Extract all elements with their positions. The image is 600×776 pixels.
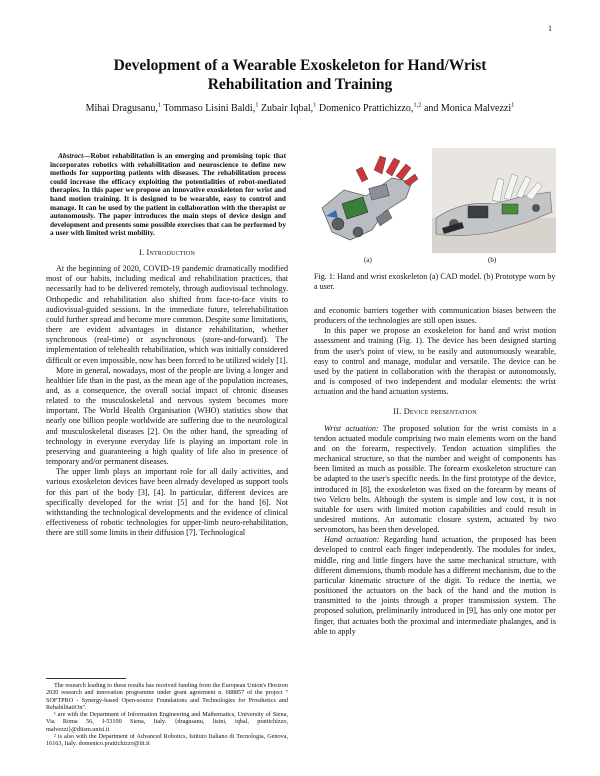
title-line-2: Rehabilitation and Training bbox=[207, 76, 393, 93]
author-3: Zubair Iqbal,$^1$ bbox=[260, 102, 317, 115]
author-1: Mihai Dragusanu,$^1$ bbox=[85, 102, 162, 115]
abstract-label: Abstract bbox=[58, 151, 84, 160]
hand-actuation-paragraph bbox=[314, 535, 556, 637]
abstract bbox=[50, 152, 286, 238]
section-heading-introduction: I. Introduction bbox=[138, 247, 195, 257]
paper-title bbox=[40, 56, 560, 94]
hand-actuation-text: Regarding hand actuation, the proposed has been developed to control each finger independently. The modules for index, middle, ring and little fingers have the same mechanical structure, with different dimensions, thumb module has a different mechanism, due to the particular kinematic structure of the digit. To reduce the inertia, we positioned the actuators on the back of the hand and the motion is transmitted to the joints through a proper transmission system. The proposed solution, preliminarily introduced in [9], has only one motor per finger, that actuates both the proximal and intermediate phalanges, and is able to apply bbox=[314, 535, 556, 636]
intro-paragraph-2: More in general, nowadays, most of the people are living a longer and healthier life than in the past, as the mean age of the population increases, and, as a consequence, the overall social impact of chronic diseases related to the musculoskeletal and nervous system becomes more important. The World Health Organisation (WHO) statistics show that nearly one billion people worldwide are suffering due to the neurological and musculoskeletal diseases [2]. On the other hand, the spreading of technology in everyone everyday life is playing an important role in preserving and guaranteeing a high quality of life also in presence of temporary and/or permanent diseases. bbox=[46, 365, 288, 467]
section-heading-device-presentation: II. Device presentation bbox=[393, 407, 477, 417]
footnote-rule bbox=[46, 678, 126, 679]
footnote-affiliation-2: ² is also with the Department of Advanced Robotics, Istituto Italiano di Tecnologia, Genova, 16163, Italy. domenico.prattichizzo@iit.it bbox=[46, 733, 288, 748]
cad-model-image bbox=[314, 148, 424, 253]
author-5: and Monica Malvezzi$^1$ bbox=[423, 102, 515, 115]
intro-paragraph-3: The upper limb plays an important role for all daily activities, and various exoskeleton devices have been already developed as support tools for this part of the body [3], [4]. In particular, different devices are specifically developed for the wrist [5] and for the hand [6]. Not withstanding the technological developments and the evidence of clinical effectiveness of robotic technologies for upper-limb neuro-rehabilitation, there are still some limits in their diffusion [7]. Technological bbox=[46, 467, 288, 538]
figure-1 bbox=[314, 148, 556, 266]
right-column bbox=[314, 306, 556, 637]
author-4: Domenico Prattichizzo,$^{1,2}$ bbox=[318, 102, 422, 115]
figure-label-a: (a) bbox=[364, 256, 372, 264]
author-2: Tommaso Lisini Baldi,$^1$ bbox=[163, 102, 259, 115]
abstract-text: —Robot rehabilitation is an emerging and promising topic that incorporates robotics with rehabilitation and neuroscience to define new methods for supporting patients with diseases. The rehabilitation process could increase the efficacy exploiting the potentialities of robot-mediated therapies. In this paper we propose an innovative exoskeleton for wrist and hand motion training. It is designed to be wearable, easy to control and manage. It can be used by the patient in collaboration with the therapist or autonomously. The paper introduces the main steps of device design and development and presents some possible exercises that can be performed by a user with limited wrist mobility. bbox=[50, 151, 286, 238]
footnote-affiliation-1: ¹ are with the Department of Information Engineering and Mathematics, University of Siena, Via Roma 56, I-53100 Siena, Italy. {dragusanu, lisini, iqbal, prattichizzo, malvezzi}@diism.unisi.it bbox=[46, 711, 288, 733]
footnote-funding: The research leading to these results has received funding from the European Union's Horizon 2020 research and innovation programme under grant agreement n. 688857 of the project " SOFTPRO - Synergy-based Open-source Foundations and Technologies for Prosthetics and RehabilitatiOn". bbox=[46, 682, 288, 711]
prototype-photo bbox=[432, 148, 556, 253]
right-paragraph-1: and economic barriers together with communication biases between the producers of the technologies are still open issues. bbox=[314, 306, 556, 326]
wrist-actuation-text: The proposed solution for the wrist consists in a tendon actuated module comprising two main elements worn on the hand and on the forearm, respectively. Tendon actuation simplifies the mechanical structure, so that the number and weight of components has been limited as much as possible. The forearm exoskeleton structure can be adapted to the user's specific needs. In the first prototype of the device, introduced in [8], the exoskeleton was fixed on the forearm by means of two Velcro belts. Although the system is simple and low cost, it is not suitable for users with limited motion capabilities and could result in undesired motions. An automatic closure system, actuated by two servomotors, has been then developed. bbox=[314, 423, 557, 535]
footnotes bbox=[46, 678, 288, 748]
title-line-1: Development of a Wearable Exoskeleton for Hand/Wrist bbox=[113, 57, 487, 74]
wrist-actuation-heading: Wrist actuation: bbox=[324, 423, 379, 433]
wrist-actuation-paragraph bbox=[314, 424, 556, 536]
figure-label-b: (b) bbox=[488, 256, 497, 264]
left-column bbox=[46, 152, 288, 538]
right-paragraph-2: In this paper we propose an exoskeleton for hand and wrist motion assessment and training (Fig. 1). The device has been designed starting from the user's point of view, to be easily and autonomously wearable, easy to control and manage, modular and versatile. The device can be used by the patient in collaboration with the therapist or autonomously, and is composed of two independent and modular elements: the wrist actuation and the hand actuation systems. bbox=[314, 326, 556, 397]
intro-paragraph-1: At the beginning of 2020, COVID-19 pandemic dramatically modified most of our habits, including medical and rehabilitation practices, that necessarily had to be delivered remotely, through audiovisual technology. Orthopedic and rehabilitation also shifted from face-to-face visits to audiovisual-guided sessions. In the immediate future, telerehabilitation could further spread and become more common. Despite some limitations, there are evident advantages in distance rehabilitation, whether synchronous (real-time) or asynchronous (store-and-forward). The implementation of telehealth rehabilitation, which was initially considered difficult or even impossible, now has been forced to be utilized widely [1]. bbox=[46, 264, 288, 365]
page-number: 1 bbox=[548, 24, 552, 33]
hand-actuation-heading: Hand actuation: bbox=[324, 535, 380, 545]
author-list bbox=[30, 100, 570, 115]
figure-caption: Fig. 1: Hand and wrist exoskeleton (a) CAD model. (b) Prototype worn by a user. bbox=[314, 272, 556, 292]
